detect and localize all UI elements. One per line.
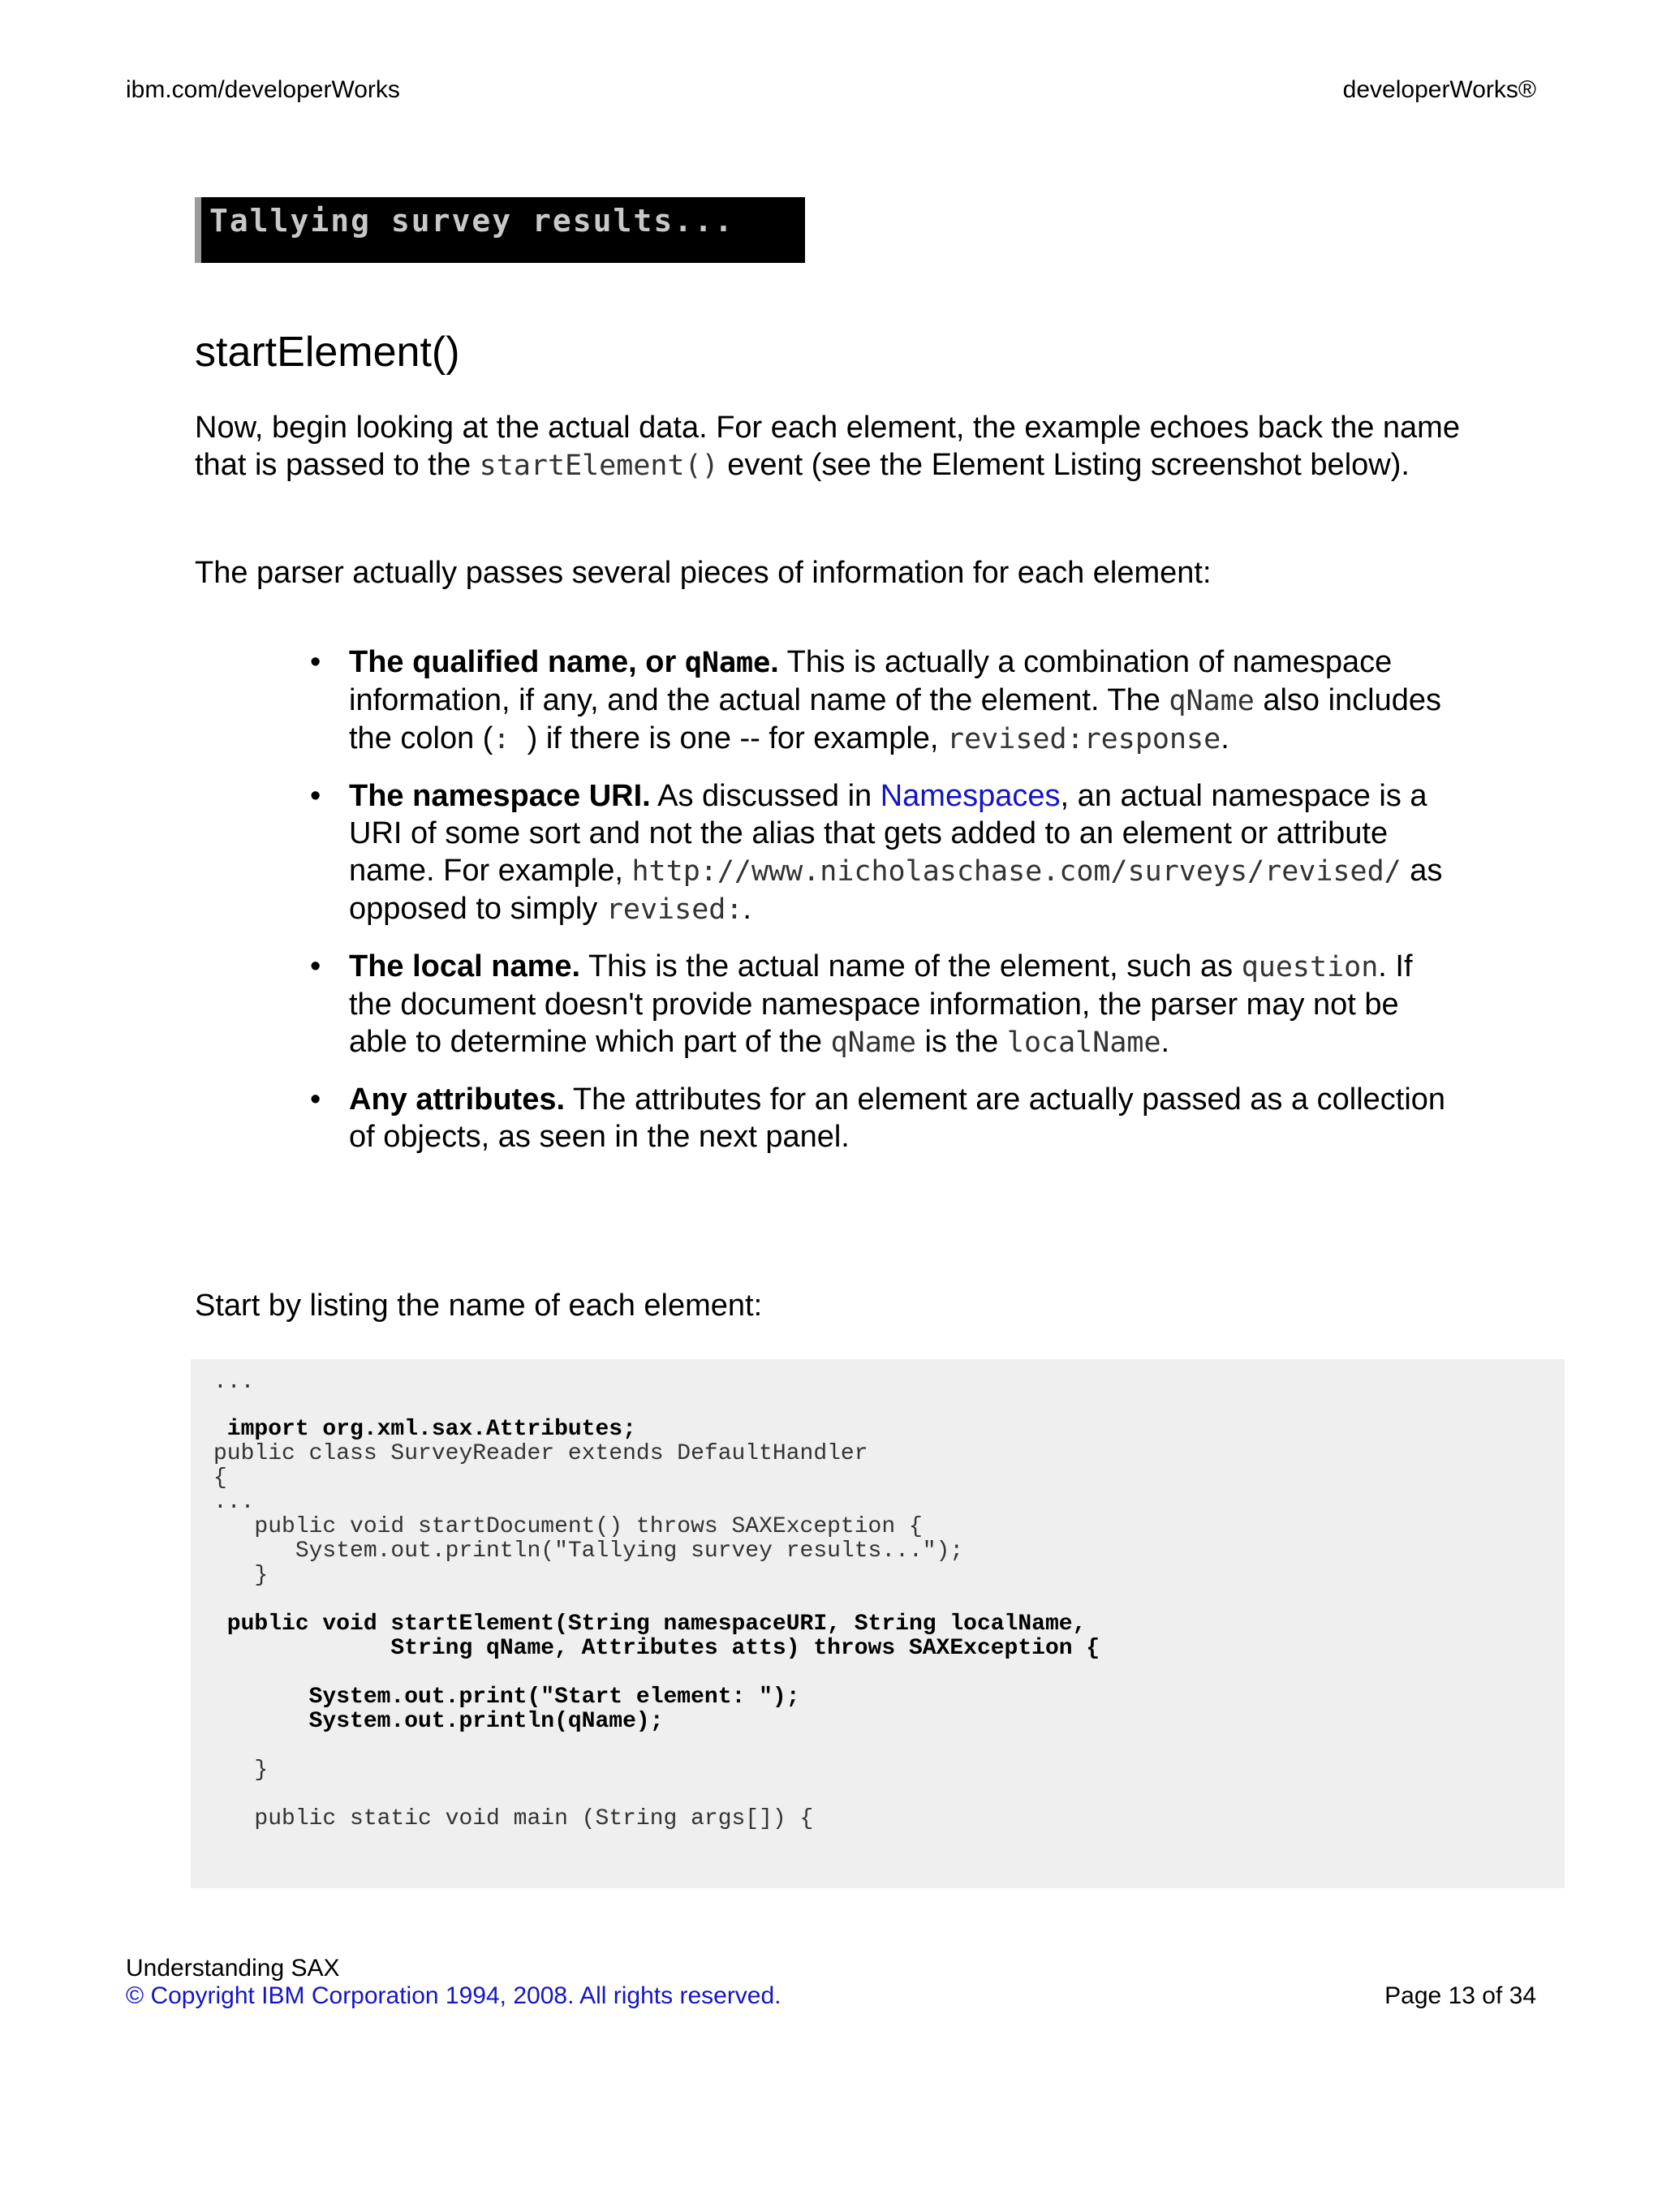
inline-code: : bbox=[493, 723, 527, 755]
section-title: startElement() bbox=[195, 329, 460, 376]
code-line: } bbox=[213, 1563, 269, 1588]
code-line: System.out.println(qName); bbox=[213, 1709, 664, 1734]
inline-code: revised:response bbox=[947, 723, 1221, 755]
code-line: import org.xml.sax.Attributes; bbox=[213, 1417, 636, 1442]
footer-page-number: Page 13 of 34 bbox=[1384, 1982, 1536, 2009]
code-listing bbox=[191, 1359, 1565, 1888]
list-item-qualified-name: • The qualified name, or qName. This is actually a combination of namespace information, if any, and the actual name of the element. The qName also includes the colon (: ) if there is one -- for example, revised:response. bbox=[310, 645, 1442, 755]
inline-code: localName bbox=[1006, 1026, 1161, 1059]
bullet-glyph: • bbox=[310, 645, 321, 679]
inline-code: qName bbox=[1169, 685, 1255, 717]
code-line: } bbox=[213, 1758, 269, 1783]
code-line: { bbox=[213, 1465, 227, 1491]
inline-code: http://www.nicholaschase.com/surveys/revised/ bbox=[631, 855, 1402, 888]
console-output-text: Tallying survey results... bbox=[209, 203, 734, 239]
bullet-glyph: • bbox=[310, 1082, 321, 1117]
footer-document-title: Understanding SAX bbox=[126, 1955, 340, 1982]
item-heading: Any attributes. bbox=[349, 1082, 566, 1117]
inline-code: qName bbox=[830, 1026, 916, 1059]
code-line: public void startDocument() throws SAXException { bbox=[213, 1514, 923, 1539]
intro-text-a: Now, begin looking at the actual data. For each element, the example echoes back the name that is passed to the bbox=[195, 411, 1460, 482]
bullet-glyph: • bbox=[310, 779, 321, 813]
namespaces-link[interactable]: Namespaces bbox=[880, 779, 1061, 813]
code-line: String qName, Attributes atts) throws SAXException { bbox=[213, 1636, 1100, 1661]
footer-copyright-link[interactable]: © Copyright IBM Corporation 1994, 2008. All rights reserved. bbox=[126, 1982, 781, 2009]
code-line: public void startElement(String namespaceURI, String localName, bbox=[213, 1612, 1087, 1637]
inline-code-startelement: startElement() bbox=[479, 450, 719, 482]
code-line: System.out.print("Start element: "); bbox=[213, 1685, 800, 1710]
parser-info-paragraph: The parser actually passes several pieces of information for each element: bbox=[195, 556, 1212, 590]
inline-code: revised: bbox=[605, 893, 743, 926]
list-item-namespace-uri: • The namespace URI. As discussed in Namespaces, an actual namespace is a URI of some sort and not the alias that gets added to an element or attribute name. For example, http://www.nicholaschase.com/surveys/revised/ as opposed to simply revised:. bbox=[310, 779, 1443, 926]
list-item-local-name: • The local name. This is the actual name of the element, such as question. If the document doesn't provide namespace information, the parser may not be able to determine which part of the qName is the localName. bbox=[310, 949, 1413, 1059]
list-item-attributes: • Any attributes. The attributes for an element are actually passed as a collection of objects, as seen in the next panel. bbox=[310, 1082, 1446, 1154]
code-line: public class SurveyReader extends DefaultHandler bbox=[213, 1441, 868, 1466]
item-heading: The qualified name, or qName. bbox=[349, 645, 779, 679]
console-output-screenshot bbox=[195, 197, 805, 263]
code-line: ... bbox=[213, 1490, 255, 1515]
listing-intro-paragraph: Start by listing the name of each element: bbox=[195, 1289, 763, 1323]
code-line: System.out.println("Tallying survey results..."); bbox=[213, 1539, 964, 1564]
code-line: ... bbox=[213, 1370, 255, 1395]
inline-code: question bbox=[1241, 951, 1379, 983]
intro-paragraph bbox=[195, 409, 1461, 484]
code-line: public static void main (String args[]) { bbox=[213, 1806, 814, 1831]
bullet-glyph: • bbox=[310, 949, 321, 983]
header-site-url: ibm.com/developerWorks bbox=[126, 76, 400, 103]
item-heading: The namespace URI. bbox=[349, 779, 651, 813]
header-brand: developerWorks® bbox=[1342, 76, 1536, 103]
element-info-list bbox=[310, 643, 1446, 1155]
intro-text-b: event (see the Element Listing screenshot below). bbox=[718, 448, 1410, 482]
item-heading: The local name. bbox=[349, 949, 581, 983]
